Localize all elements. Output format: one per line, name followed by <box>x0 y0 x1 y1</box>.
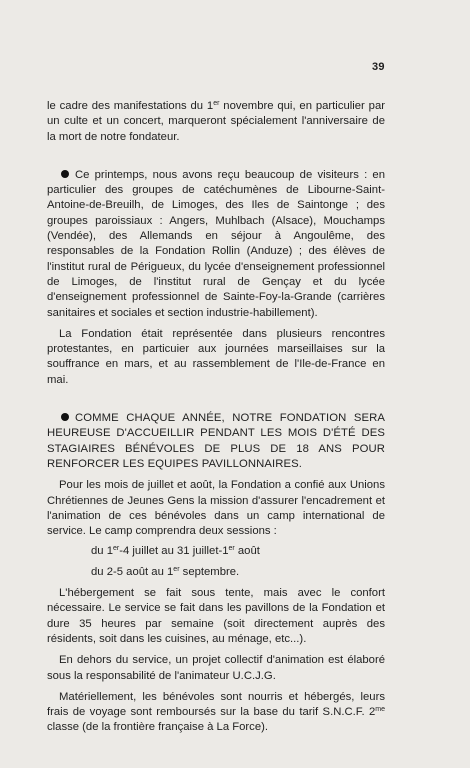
text-run: novembre qui, en particulier par un culte et un concert, marqueront spécialement l'anniversaire de la mort de notre fondateur. <box>47 100 385 143</box>
paragraph-project: En dehors du service, un projet collectif d'animation est élaboré sous la responsabilité de l'animateur U.C.J.G. <box>47 654 385 682</box>
superscript: er <box>228 545 235 553</box>
text-run: août <box>234 545 260 558</box>
paragraph-expenses <box>47 690 385 736</box>
superscript: er <box>113 545 120 553</box>
paragraph-meetings: La Fondation était représentée dans plusieurs rencontres protestantes, en particuier aux journées marseillaises sur la souffrance en mars, et au rassemblement de l'Ile-de-France en mai. <box>47 327 385 386</box>
text-run: Matériellement, les bénévoles sont nourris et hébergés, leurs frais de voyage sont remboursés sur la base du tarif S.N.C.F. 2 <box>47 690 385 719</box>
text-run: du 2-5 août au 1 <box>91 565 174 578</box>
text-run: COMME CHAQUE ANNÉE, NOTRE FONDATION SERA HEUREUSE D'ACCUEILLIR PENDANT LES MOIS D'ÉTÉ DES STAGIAIRES BÉNÉVOLES DE PLUS DE 18 ANS POUR RENFORCER LES EQUIPES PAVILLONNAIRES. <box>47 412 385 470</box>
text-run: classe (de la frontière française à La Force). <box>47 721 269 734</box>
text-run: du 1 <box>91 545 113 558</box>
session-dates-1 <box>91 544 385 559</box>
body-text <box>47 99 385 736</box>
text-run: septembre. <box>179 565 240 578</box>
paragraph-camp: Pour les mois de juillet et août, la Fondation a confié aux Unions Chrétiennes de Jeunes Gens la mission d'assurer l'encadrement et l'animation de ces bénévoles dans un camp international de service. Le camp comprendra deux sessions : <box>47 479 385 538</box>
paragraph-lodging: L'hébergement se fait sous tente, mais avec le confort nécessaire. Le service se fait dans les pavillons de la Fondation et dure 35 heures par semaine (soit directement auprès des résidents, soit dans les cuisines, au ménage, etc...). <box>47 587 385 645</box>
text-run: le cadre des manifestations du 1 <box>47 100 214 112</box>
superscript: er <box>173 565 180 573</box>
paragraph-visitors <box>47 168 385 321</box>
bullet-icon <box>61 413 69 421</box>
paragraph-continuation <box>47 99 385 145</box>
session-dates-2 <box>91 565 385 580</box>
page-number: 39 <box>372 61 385 73</box>
superscript: me <box>375 706 385 714</box>
paragraph-announcement <box>47 411 385 472</box>
superscript: er <box>213 100 220 107</box>
bullet-icon <box>61 170 69 178</box>
text-run: Ce printemps, nous avons reçu beaucoup de visiteurs : en particulier des groupes de catéchumènes de Libourne-Saint-Antoine-de-Breuilh, de Limoges, des Iles de Saintonge ; des groupes paroissiaux : Angers, Muhlbach (Alsace), Mouchamps (Vendée), des Allemands en séjour à Angoulême, des responsables de la Fondation Rollin (Anduze) ; des élèves de l'institut rural de Périgueux, du lycée d'enseignement professionnel de Limoges, de l'institut rural de Gençay et du lycée d'enseignement professionnel de Sainte-Foy-la-Grande (carrières sanitaires et sociales et section industrie-habillement). <box>47 168 385 319</box>
text-run: -4 juillet au 31 juillet-1 <box>119 545 229 558</box>
